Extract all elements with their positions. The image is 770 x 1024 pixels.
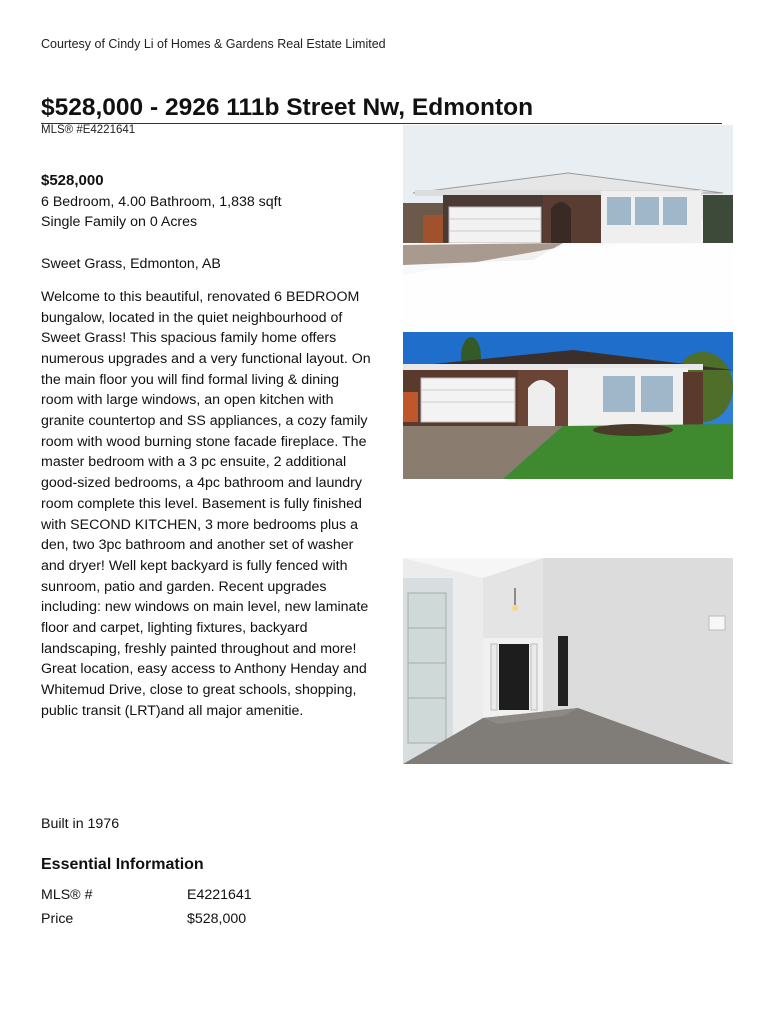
courtesy-line: Courtesy of Cindy Li of Homes & Gardens Real Estate Limited: [41, 37, 386, 51]
essential-label: Price: [41, 911, 74, 927]
price: $528,000: [41, 172, 104, 189]
essential-label: MLS® #: [41, 887, 93, 903]
year-built: Built in 1976: [41, 816, 120, 832]
photo-exterior-winter: [403, 125, 733, 330]
photo-interior-hallway: [403, 558, 733, 764]
specs: 6 Bedroom, 4.00 Bathroom, 1,838 sqft: [41, 193, 282, 210]
description: Welcome to this beautiful, renovated 6 BEDROOM bungalow, located in the quiet neighbourhood of Sweet Grass! This spacious family home offers numerous upgrades and a very functional layout. On the main floor you will find formal living & dining room with large windows, an open kitchen with granite countertop and SS appliances, a cozy family room with wood burning stone facade fireplace. The master bedroom with a 3 pc ensuite, 2 additional good-sized bedrooms, a 4pc bathroom and laundry room complete this level. Basement is fully finished with SECOND KITCHEN, 3 more bedrooms plus a den, two 3pc bathroom and another set of washer and dryer! Well kept backyard is fully fenced with sunroom, patio and garden. Recent upgrades including: new windows on main level, new laminate floor and carpet, lighting fixtures, backyard landscaping, freshly painted throughout and more! Great location, easy access to Anthony Henday and Whitemud Drive, close to great schools, shopping, public transit (LRT)and all major amenitie.: [41, 288, 371, 719]
listing-title: $528,000 - 2926 111b Street Nw, Edmonton: [41, 94, 722, 124]
essential-value: E4221641: [187, 887, 252, 903]
property-type: Single Family on 0 Acres: [41, 214, 198, 231]
mls-number: MLS® #E4221641: [41, 124, 136, 136]
listing-summary: [41, 171, 371, 722]
essential-value: $528,000: [187, 911, 247, 927]
location: Sweet Grass, Edmonton, AB: [41, 256, 221, 273]
essential-info-heading: Essential Information: [41, 856, 204, 873]
photo-exterior-summer: [403, 332, 733, 479]
